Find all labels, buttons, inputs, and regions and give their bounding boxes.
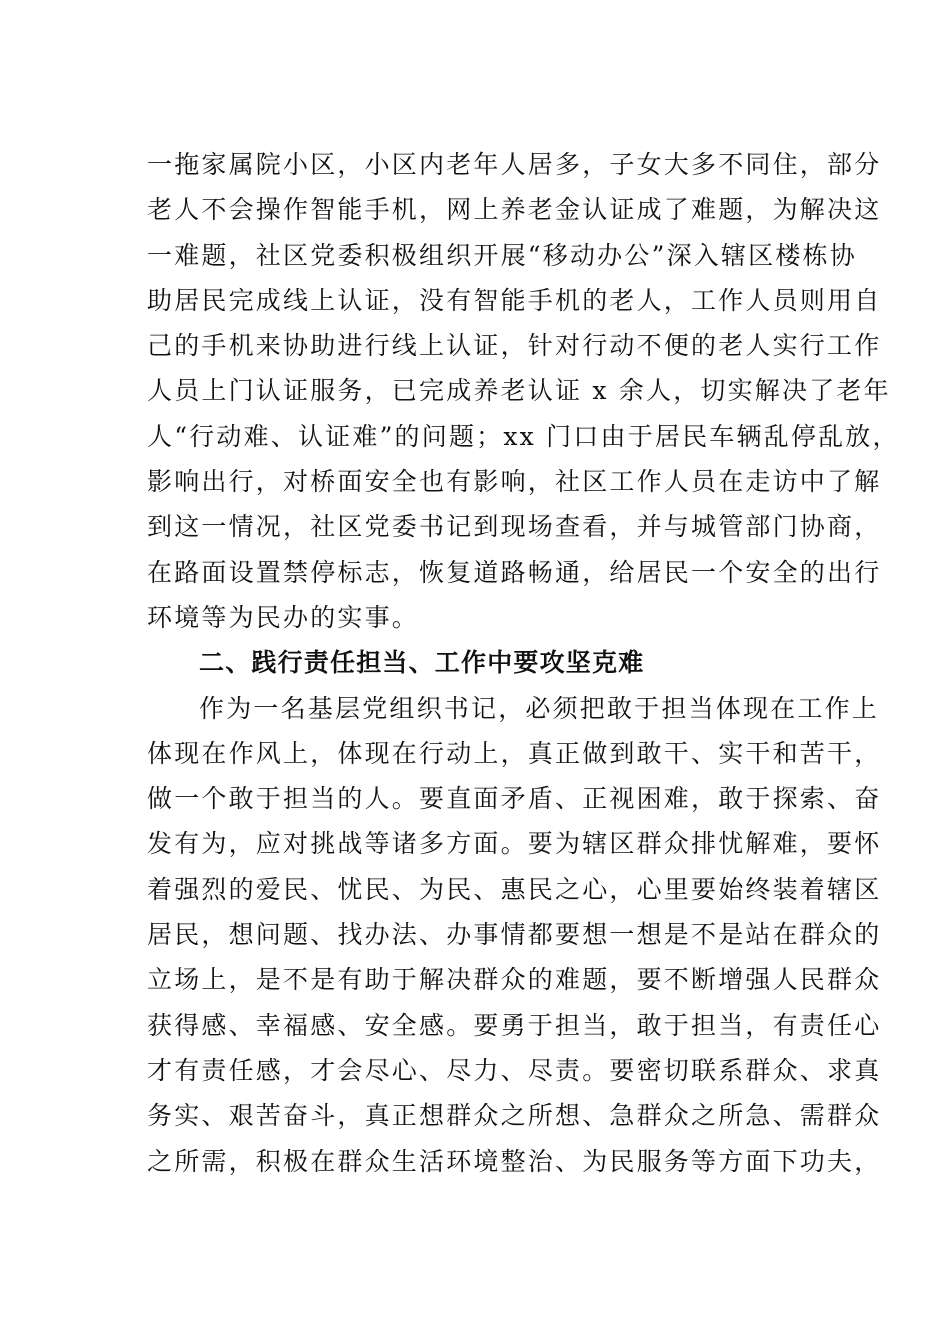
paragraph-2 — [147, 686, 882, 1184]
text-line: 助居民完成线上认证，没有智能手机的老人，工作人员则用自 — [147, 285, 882, 315]
text-line: 人“行动难、认证难”的问题；xx 门口由于居民车辆乱停乱放， — [147, 421, 900, 451]
text-line: 务实、艰苦奋斗，真正想群众之所想、急群众之所急、需群众 — [147, 1101, 882, 1131]
text-line: 一拖家属院小区，小区内老年人居多，子女大多不同住，部分 — [147, 150, 882, 179]
text-line: 环境等为民办的实事。 — [147, 602, 420, 632]
text-line: 作为一名基层党组织书记，必须把敢于担当体现在工作上 — [199, 693, 880, 723]
text-line: 一难题，社区党委积极组织开展“移动办公”深入辖区楼栋协 — [147, 240, 857, 270]
text-line: 到这一情况，社区党委书记到现场查看，并与城管部门协商， — [147, 512, 882, 542]
text-line: 发有为，应对挑战等诸多方面。要为辖区群众排忧解难，要怀 — [147, 829, 882, 859]
text-line: 老人不会操作智能手机，网上养老金认证成了难题，为解决这 — [147, 195, 882, 225]
text-line: 做一个敢于担当的人。要直面矛盾、正视困难，敢于探索、奋 — [147, 784, 882, 814]
text-line: 才有责任感，才会尽心、尽力、尽责。要密切联系群众、求真 — [147, 1055, 882, 1085]
text-line: 居民，想问题、找办法、办事情都要想一想是不是站在群众的 — [147, 920, 882, 950]
text-line: 己的手机来协助进行线上认证，针对行动不便的老人实行工作 — [147, 331, 882, 361]
document-body — [147, 142, 900, 1184]
text-line: 影响出行，对桥面安全也有影响，社区工作人员在走访中了解 — [147, 467, 882, 497]
text-line: 立场上，是不是有助于解决群众的难题，要不断增强人民群众 — [147, 965, 882, 995]
text-line: 获得感、幸福感、安全感。要勇于担当，敢于担当，有责任心 — [147, 1010, 882, 1040]
paragraph-1 — [147, 142, 900, 640]
text-line: 之所需，积极在群众生活环境整治、为民服务等方面下功夫， — [147, 1146, 882, 1176]
text-line: 在路面设置禁停标志，恢复道路畅通，给居民一个安全的出行 — [147, 557, 882, 587]
text-line: 人员上门认证服务，已完成养老认证 x 余人，切实解决了老年 — [147, 376, 891, 406]
text-line: 着强烈的爱民、忧民、为民、惠民之心，心里要始终装着辖区 — [147, 874, 882, 904]
text-line: 体现在作风上，体现在行动上，真正做到敢干、实干和苦干， — [147, 738, 882, 768]
section-heading: 二、践行责任担当、工作中要攻坚克难 — [199, 648, 645, 678]
